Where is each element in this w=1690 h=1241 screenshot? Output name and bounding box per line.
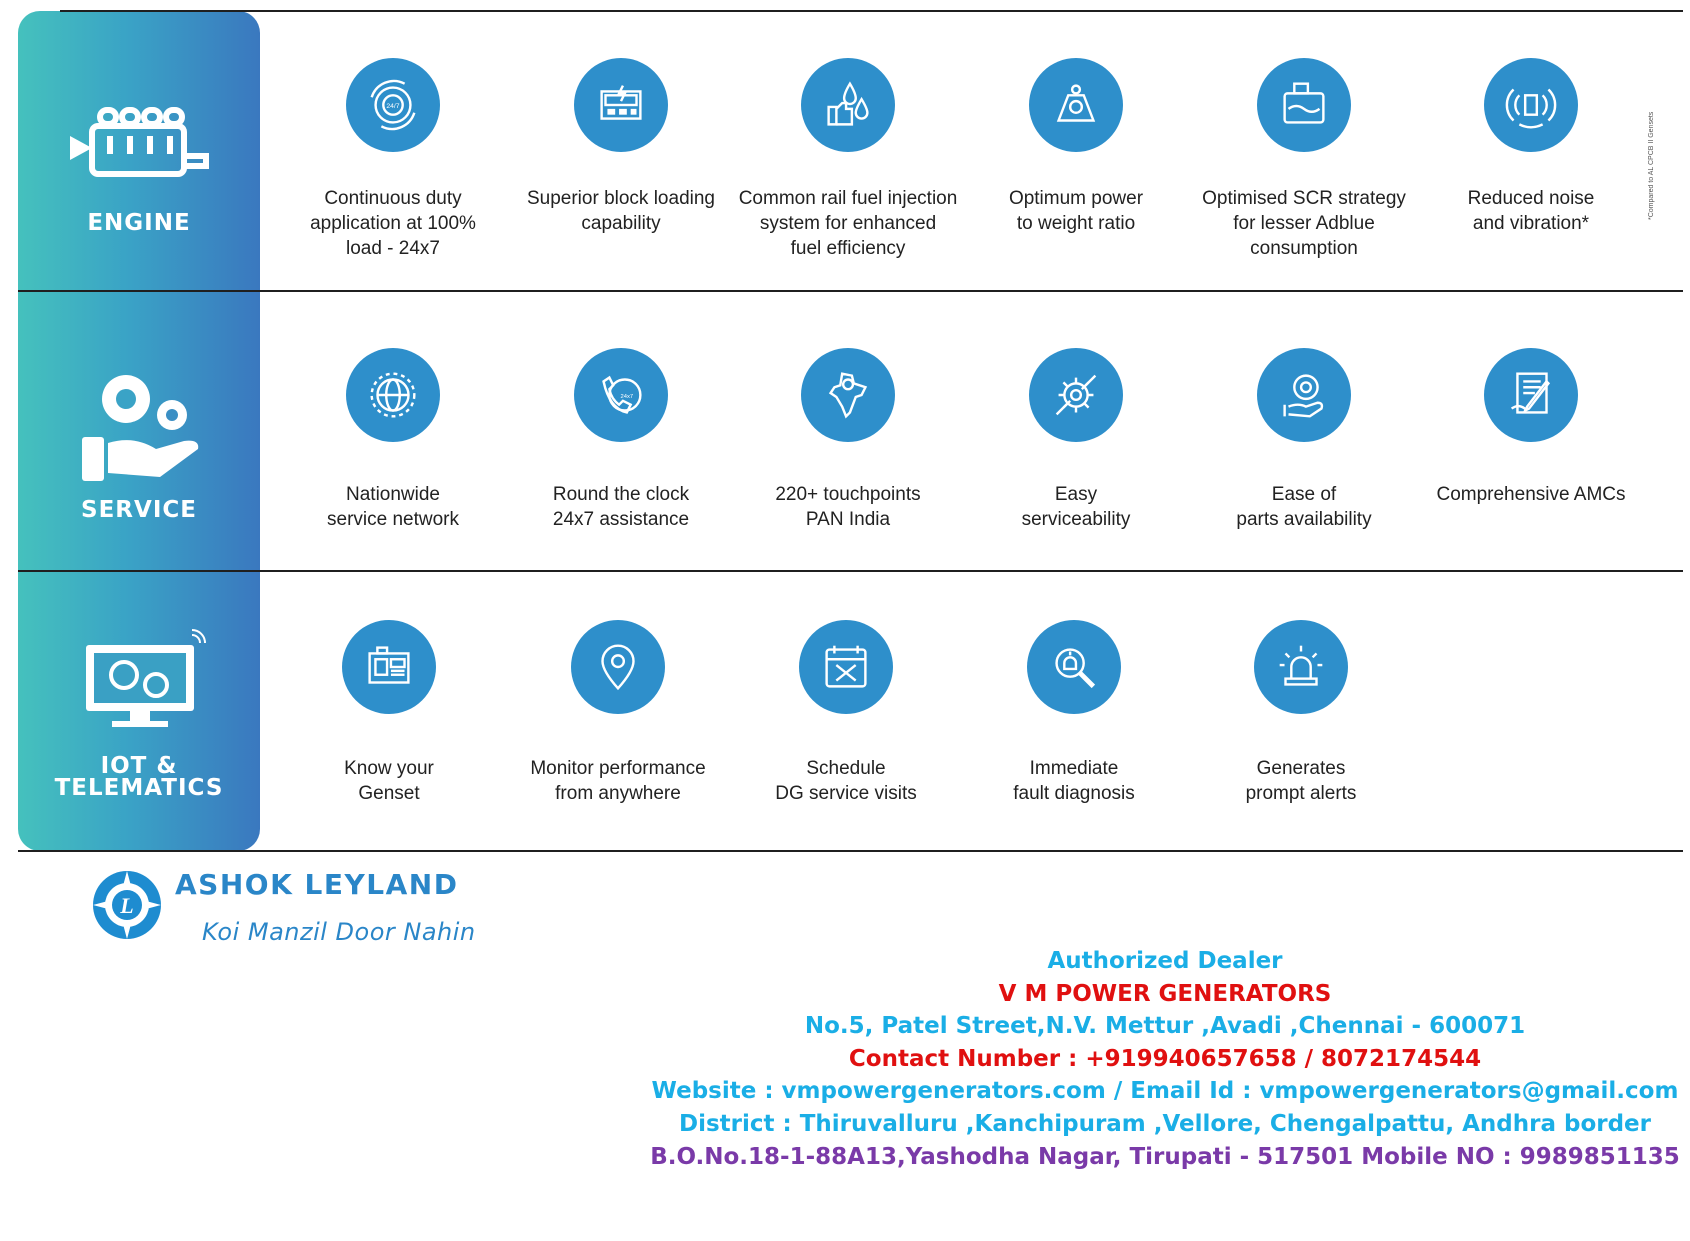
iot-feature-5 bbox=[1191, 620, 1411, 806]
service-label: SERVICE bbox=[81, 497, 197, 523]
clock-24x7-icon bbox=[346, 58, 440, 152]
iot-feature-4-text: Immediate fault diagnosis bbox=[1013, 758, 1135, 804]
footnote: *Compared to AL CPCB II Gensets bbox=[1648, 111, 1655, 220]
engine-feature-1-text: Continuous duty application at 100% load - 24x7 bbox=[310, 188, 476, 259]
iot-feature-5-text: Generates prompt alerts bbox=[1245, 758, 1357, 804]
service-feature-1-text: Nationwide service network bbox=[327, 484, 459, 530]
engine-feature-1 bbox=[283, 58, 503, 261]
svg-text:24/7: 24/7 bbox=[386, 102, 400, 110]
dealer-address: No.5, Patel Street,N.V. Mettur ,Avadi ,Chennai - 600071 bbox=[804, 1013, 1526, 1040]
dealer-info bbox=[640, 945, 1690, 1173]
engine-category bbox=[18, 96, 260, 234]
iot-feature-1 bbox=[279, 620, 499, 806]
iot-feature-1-text: Know your Genset bbox=[344, 758, 434, 804]
service-feature-3-text: 220+ touchpoints PAN India bbox=[775, 484, 921, 530]
engine-feature-4 bbox=[966, 58, 1186, 236]
tools-gear-icon bbox=[1029, 348, 1123, 442]
engine-feature-6-text: Reduced noise and vibration* bbox=[1467, 188, 1595, 234]
dealer-district: District : Thiruvalluru ,Kanchipuram ,Vellore, Chengalpattu, Andhra border bbox=[678, 1110, 1651, 1137]
iot-feature-3-text: Schedule DG service visits bbox=[775, 758, 917, 804]
divider-top bbox=[60, 10, 1683, 12]
service-feature-4-text: Easy serviceability bbox=[1021, 484, 1131, 530]
service-feature-6-text: Comprehensive AMCs bbox=[1436, 484, 1626, 505]
location-pin-icon bbox=[571, 620, 665, 714]
engine-feature-2-text: Superior block loading capability bbox=[526, 188, 715, 234]
ashok-leyland-logo-icon bbox=[90, 868, 164, 947]
engine-feature-5 bbox=[1194, 58, 1414, 261]
divider-bottom bbox=[18, 850, 1683, 852]
fuel-drops-icon bbox=[801, 58, 895, 152]
parts-hand-icon bbox=[1257, 348, 1351, 442]
engine-feature-6 bbox=[1421, 58, 1641, 236]
weight-icon bbox=[1029, 58, 1123, 152]
service-feature-2-text: Round the clock 24x7 assistance bbox=[552, 484, 690, 530]
iot-category bbox=[18, 629, 260, 799]
calendar-tools-icon bbox=[799, 620, 893, 714]
phone-24x7-icon bbox=[574, 348, 668, 442]
engine-feature-2 bbox=[511, 58, 731, 236]
magnifier-alarm-icon bbox=[1027, 620, 1121, 714]
contract-document-icon bbox=[1484, 348, 1578, 442]
monitor-gears-icon bbox=[64, 629, 214, 739]
engine-feature-4-text: Optimum power to weight ratio bbox=[1008, 188, 1144, 234]
service-feature-6 bbox=[1421, 348, 1641, 507]
dealer-title: Authorized Dealer bbox=[1047, 948, 1283, 974]
dealer-website-email: Website : vmpowergenerators.com / Email Id : vmpowergenerators@gmail.com bbox=[651, 1078, 1679, 1105]
engine-icon bbox=[64, 96, 214, 196]
adblue-tank-icon bbox=[1257, 58, 1351, 152]
dealer-contact: Contact Number : +919940657658 / 8072174544 bbox=[848, 1045, 1482, 1072]
iot-label-line2: TELEMATICS bbox=[54, 775, 224, 801]
dealer-name: V M POWER GENERATORS bbox=[998, 980, 1332, 1007]
dealer-branch: B.O.No.18-1-88A13,Yashodha Nagar, Tirupati - 517501 Mobile NO : 9989851135 bbox=[650, 1143, 1680, 1170]
service-feature-5-text: Ease of parts availability bbox=[1236, 484, 1372, 530]
siren-icon bbox=[1254, 620, 1348, 714]
engine-feature-5-text: Optimised SCR strategy for lesser Adblue consumption bbox=[1202, 188, 1406, 259]
svg-text:L: L bbox=[120, 893, 134, 918]
divider-service-iot bbox=[18, 570, 1683, 572]
engine-feature-3-text: Common rail fuel injection system for enhanced fuel efficiency bbox=[738, 188, 958, 259]
category-sidebar bbox=[18, 11, 260, 851]
brand-name: ASHOK LEYLAND bbox=[175, 868, 459, 901]
iot-feature-3 bbox=[736, 620, 956, 806]
brand-tagline: Koi Manzil Door Nahin bbox=[202, 918, 476, 946]
block-loading-icon bbox=[574, 58, 668, 152]
iot-feature-2 bbox=[508, 620, 728, 806]
service-feature-4 bbox=[966, 348, 1186, 532]
india-map-icon bbox=[801, 348, 895, 442]
service-feature-5 bbox=[1194, 348, 1414, 532]
noise-vibration-icon bbox=[1484, 58, 1578, 152]
iot-label-line1: IOT & bbox=[100, 753, 178, 779]
service-feature-2 bbox=[511, 348, 731, 532]
service-feature-1 bbox=[283, 348, 503, 532]
engine-label: ENGINE bbox=[87, 210, 191, 236]
svg-text:24x7: 24x7 bbox=[620, 393, 634, 400]
iot-feature-4 bbox=[964, 620, 1184, 806]
service-feature-3 bbox=[738, 348, 958, 532]
genset-icon bbox=[342, 620, 436, 714]
iot-feature-2-text: Monitor performance from anywhere bbox=[530, 758, 706, 804]
service-category bbox=[18, 369, 260, 521]
globe-network-icon bbox=[346, 348, 440, 442]
divider-engine-service bbox=[18, 290, 1683, 292]
service-hand-gears-icon bbox=[64, 369, 214, 489]
engine-feature-3 bbox=[738, 58, 958, 261]
